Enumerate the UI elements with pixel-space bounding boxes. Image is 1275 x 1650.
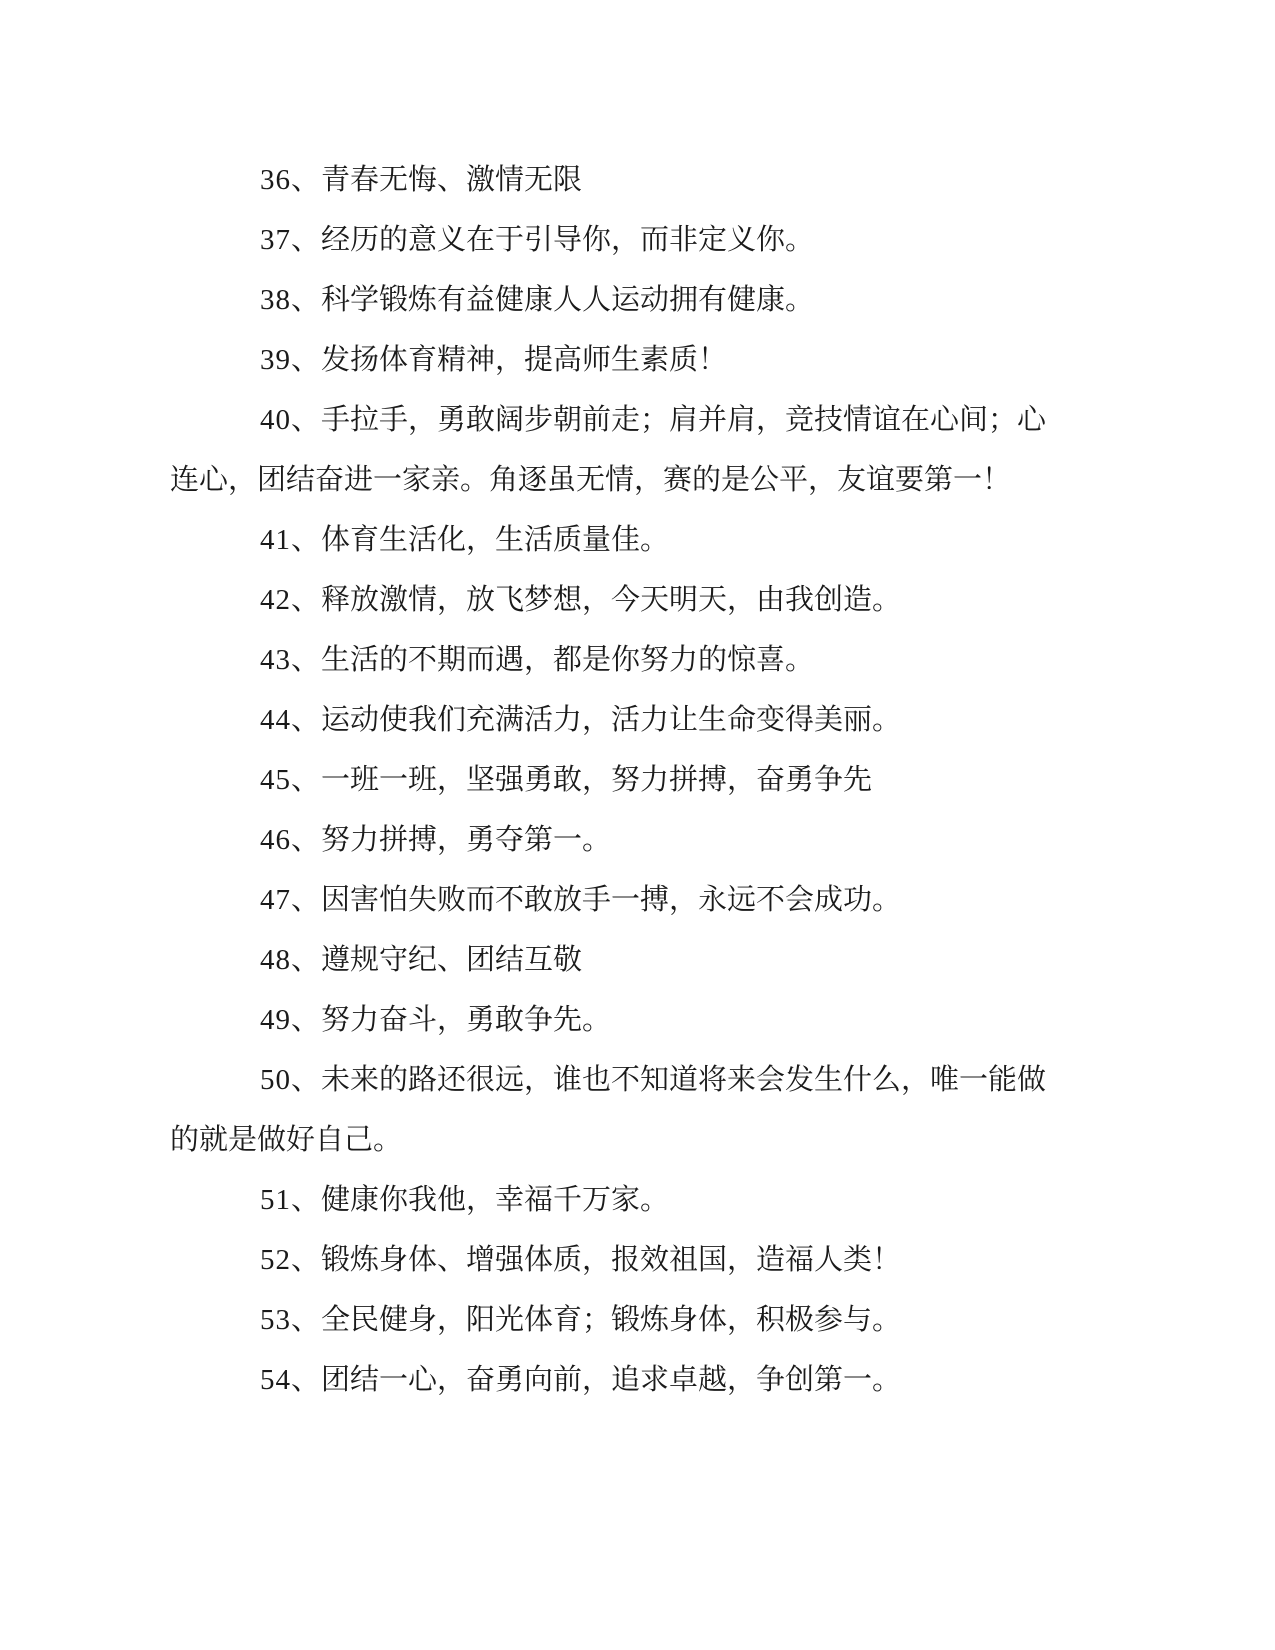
- list-item: [170, 1350, 1070, 1410]
- list-item: [170, 930, 1070, 990]
- item-number: 50、: [260, 1064, 322, 1096]
- list-item: [170, 810, 1070, 870]
- item-number: 51、: [260, 1184, 322, 1216]
- list-item: [170, 630, 1070, 690]
- item-text: 发扬体育精神，提高师生素质！: [321, 344, 728, 376]
- item-text: 锻炼身体、增强体质，报效祖国，造福人类！: [321, 1244, 902, 1276]
- list-item: [170, 1230, 1070, 1290]
- item-text: 运动使我们充满活力，活力让生命变得美丽。: [321, 704, 902, 736]
- item-text: 健康你我他，幸福千万家。: [321, 1184, 670, 1216]
- item-text: 团结一心，奋勇向前，追求卓越，争创第一。: [321, 1364, 902, 1396]
- list-item: [170, 990, 1070, 1050]
- item-text: 因害怕失败而不敢放手一搏，永远不会成功。: [321, 884, 902, 916]
- list-item: [170, 750, 1070, 810]
- item-number: 42、: [260, 584, 322, 616]
- item-number: 54、: [260, 1364, 322, 1396]
- item-text: 全民健身，阳光体育；锻炼身体，积极参与。: [321, 1304, 902, 1336]
- item-number: 36、: [260, 164, 322, 196]
- item-text: 经历的意义在于引导你，而非定义你。: [321, 224, 815, 256]
- item-number: 38、: [260, 284, 322, 316]
- item-text: 生活的不期而遇，都是你努力的惊喜。: [321, 644, 815, 676]
- item-text: 青春无悔、激情无限: [321, 164, 583, 196]
- item-text: 体育生活化，生活质量佳。: [321, 524, 670, 556]
- list-item: [170, 270, 1070, 330]
- slogan-list: [170, 150, 1070, 1410]
- item-number: 44、: [260, 704, 322, 736]
- list-item: [170, 690, 1070, 750]
- item-text: 努力拼搏，勇夺第一。: [321, 824, 612, 856]
- item-number: 41、: [260, 524, 322, 556]
- item-text: 遵规守纪、团结互敬: [321, 944, 583, 976]
- item-number: 43、: [260, 644, 322, 676]
- list-item: [170, 150, 1070, 210]
- list-item: [170, 870, 1070, 930]
- item-number: 46、: [260, 824, 322, 856]
- list-item: [170, 210, 1070, 270]
- list-item: [170, 510, 1070, 570]
- item-text: 手拉手，勇敢阔步朝前走；肩并肩，竞技情谊在心间；心连心，团结奋进一家亲。角逐虽无情，赛的是公平，友谊要第一！: [170, 404, 1047, 496]
- list-item: [170, 390, 1070, 510]
- item-text: 未来的路还很远，谁也不知道将来会发生什么，唯一能做的就是做好自己。: [170, 1064, 1047, 1156]
- list-item: [170, 1170, 1070, 1230]
- item-number: 49、: [260, 1004, 322, 1036]
- item-number: 39、: [260, 344, 322, 376]
- list-item: [170, 1050, 1070, 1170]
- item-number: 52、: [260, 1244, 322, 1276]
- item-number: 40、: [260, 404, 322, 436]
- item-number: 47、: [260, 884, 322, 916]
- item-number: 37、: [260, 224, 322, 256]
- item-number: 53、: [260, 1304, 322, 1336]
- list-item: [170, 1290, 1070, 1350]
- item-text: 一班一班，坚强勇敢，努力拼搏，奋勇争先: [321, 764, 873, 796]
- item-text: 科学锻炼有益健康人人运动拥有健康。: [321, 284, 815, 316]
- item-text: 努力奋斗，勇敢争先。: [321, 1004, 612, 1036]
- list-item: [170, 330, 1070, 390]
- list-item: [170, 570, 1070, 630]
- item-text: 释放激情，放飞梦想，今天明天，由我创造。: [321, 584, 902, 616]
- item-number: 48、: [260, 944, 322, 976]
- item-number: 45、: [260, 764, 322, 796]
